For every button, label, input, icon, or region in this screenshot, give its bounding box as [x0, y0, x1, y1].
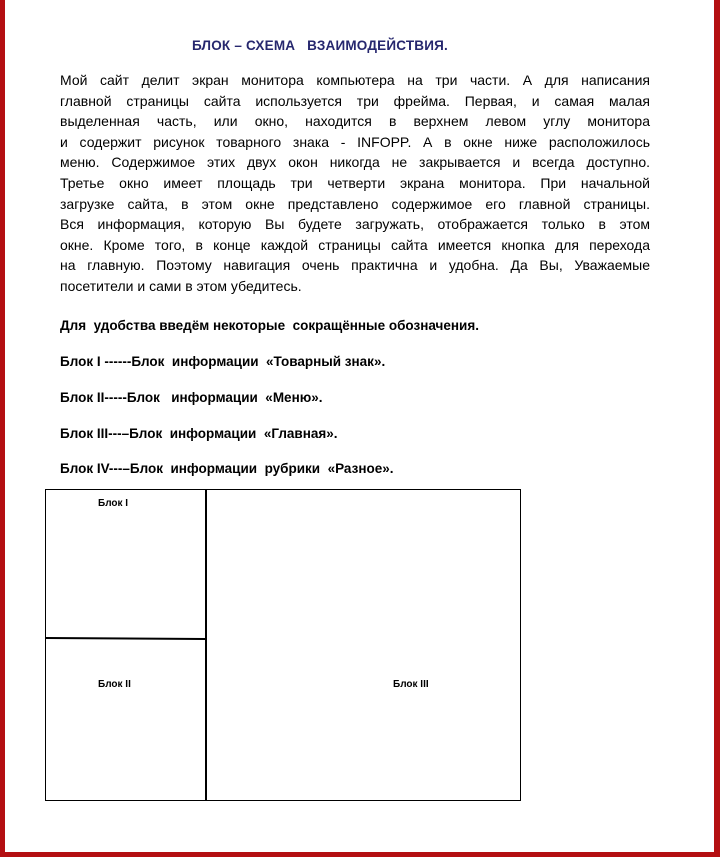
diagram-block-1-label: Блок I	[98, 498, 129, 509]
page-frame-left	[0, 0, 5, 857]
intro-line: выделенная часть, или окно, находится в верхнем левом углу монитора	[60, 113, 650, 130]
intro-line: Вся информация, которую Вы будете загружать, отображается только в этом	[60, 216, 650, 233]
intro-line: Третье окно имеет площадь три четверти экрана монитора. При начальной	[60, 174, 650, 191]
intro-line: посетители и сами в этом убедитесь.	[60, 277, 302, 294]
diagram-block-3-label: Блок III	[393, 679, 429, 690]
intro-line: и содержит рисунок товарного знака - INFOPP. А в окне ниже расположилось	[60, 133, 650, 150]
block-1-definition: Блок I ------Блок информации «Товарный знак».	[60, 354, 386, 369]
diagram-block-2-label: Блок II	[98, 679, 131, 690]
intro-line: Мой сайт делит экран монитора компьютера на три части. А для написания	[60, 72, 650, 88]
intro-paragraph	[60, 70, 650, 297]
diagram-vertical-divider	[205, 490, 207, 800]
block-4-definition: Блок IV---–Блок информации рубрики «Разное».	[60, 461, 394, 476]
intro-line: загрузке сайта, в этом окне представлено содержимое его главной страницы.	[60, 195, 650, 212]
page-frame-right	[714, 0, 720, 857]
page-title: БЛОК – СХЕМА ВЗАИМОДЕЙСТВИЯ.	[191, 38, 449, 53]
abbreviations-intro: Для удобства введём некоторые сокращённые обозначения.	[60, 318, 479, 333]
frame-layout-diagram	[45, 489, 521, 801]
intro-line: главной страницы сайта используется три фрейма. Первая, и самая малая	[60, 92, 650, 109]
block-3-definition: Блок III---–Блок информации «Главная».	[60, 426, 338, 441]
page-frame-bottom	[0, 852, 720, 857]
block-2-definition: Блок II-----Блок информации «Меню».	[60, 390, 323, 405]
diagram-horizontal-divider	[46, 637, 205, 639]
intro-line: на главную. Поэтому навигация очень практична и удобна. Да Вы, Уважаемые	[60, 257, 650, 274]
intro-line: меню. Содержимое этих двух окон никогда не закрывается и всегда доступно.	[60, 154, 650, 171]
intro-line: окне. Кроме того, в конце каждой страницы сайта имеется кнопка для перехода	[60, 236, 650, 253]
